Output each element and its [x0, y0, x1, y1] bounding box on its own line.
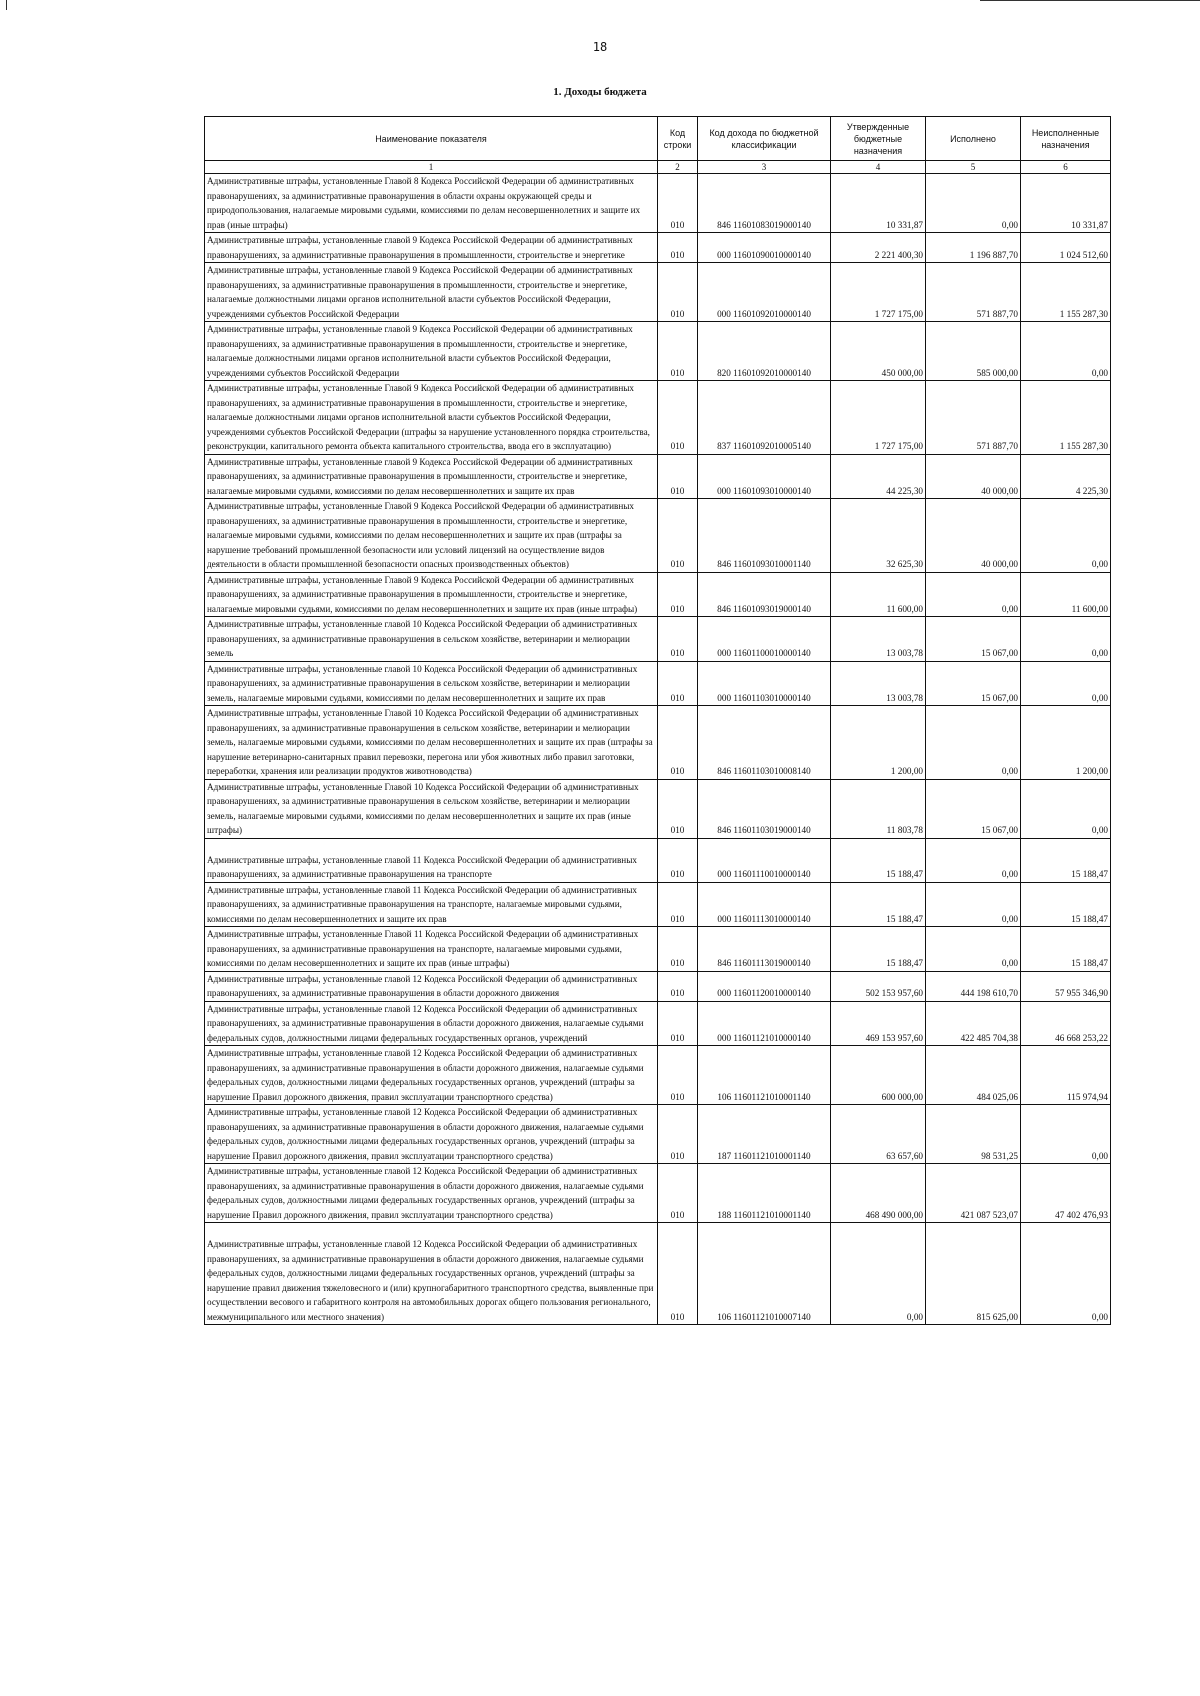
- row-executed: 585 000,00: [926, 322, 1021, 381]
- row-budget-code: 000 11601120010000140: [698, 971, 831, 1001]
- row-unexecuted: 11 600,00: [1021, 572, 1111, 617]
- row-name: Административные штрафы, установленные главой 12 Кодекса Российской Федерации об административных правонарушениях, за административные правонарушения в области дорожного движения, налагаемые судьями федеральных судов, должностными лицами федеральных государственных органов, учреждений: [205, 1001, 658, 1046]
- column-header-code: Код строки: [658, 117, 698, 161]
- row-name: Административные штрафы, установленные Главой 10 Кодекса Российской Федерации об административных правонарушениях, за административные правонарушения в сельском хозяйстве, ветеринарии и мелиорации земель, налагаемые мировыми судьями, комиссиями по делам несовершеннолетних и защите их прав (иные штрафы): [205, 779, 658, 838]
- column-number: 5: [926, 161, 1021, 174]
- row-name: Административные штрафы, установленные Главой 9 Кодекса Российской Федерации об административных правонарушениях, за административные правонарушения в промышленности, строительстве и энергетике, налагаемые должностными лицами органов исполнительной власти субъектов Российской Федерации, учреждениями субъектов Российской Федерации (штрафы за нарушение установленного порядка строительства, реконструкции, капитального ремонта объекта капитального строительства, ввода его в эксплуатацию): [205, 381, 658, 455]
- row-unexecuted: 0,00: [1021, 617, 1111, 662]
- row-executed: 422 485 704,38: [926, 1001, 1021, 1046]
- row-line-code: 010: [658, 572, 698, 617]
- row-name: Административные штрафы, установленные Главой 9 Кодекса Российской Федерации об административных правонарушениях, за административные правонарушения в промышленности, строительстве и энергетике, налагаемые мировыми судьями, комиссиями по делам несовершеннолетних и защите их прав (иные штрафы): [205, 572, 658, 617]
- row-unexecuted: 1 155 287,30: [1021, 263, 1111, 322]
- row-line-code: 010: [658, 499, 698, 573]
- column-header-unexecuted: Неисполненные назначения: [1021, 117, 1111, 161]
- row-line-code: 010: [658, 1105, 698, 1164]
- row-executed: 571 887,70: [926, 381, 1021, 455]
- row-executed: 0,00: [926, 838, 1021, 882]
- row-name: Административные штрафы, установленные главой 12 Кодекса Российской Федерации об административных правонарушениях, за административные правонарушения в области дорожного движения: [205, 971, 658, 1001]
- table-row: [205, 882, 1111, 927]
- table-row: [205, 174, 1111, 233]
- table-row: [205, 971, 1111, 1001]
- table-row: [205, 779, 1111, 838]
- row-approved: 450 000,00: [831, 322, 926, 381]
- row-executed: 15 067,00: [926, 661, 1021, 706]
- row-approved: 469 153 957,60: [831, 1001, 926, 1046]
- scan-edge-mark: [980, 0, 1200, 1]
- table-row: [205, 1046, 1111, 1105]
- row-unexecuted: 1 024 512,60: [1021, 233, 1111, 263]
- row-name: Административные штрафы, установленные главой 12 Кодекса Российской Федерации об административных правонарушениях, за административные правонарушения в области дорожного движения, налагаемые судьями федеральных судов, должностными лицами федеральных государственных органов, учреждений (штрафы за нарушение Правил дорожного движения, правил эксплуатации транспортного средства): [205, 1164, 658, 1223]
- row-line-code: 010: [658, 1164, 698, 1223]
- row-budget-code: 000 11601121010000140: [698, 1001, 831, 1046]
- row-line-code: 010: [658, 174, 698, 233]
- row-approved: 15 188,47: [831, 838, 926, 882]
- column-header-kbk: Код дохода по бюджетной классификации: [698, 117, 831, 161]
- row-executed: 421 087 523,07: [926, 1164, 1021, 1223]
- table-body: [205, 174, 1111, 1325]
- row-approved: 13 003,78: [831, 617, 926, 662]
- row-executed: 0,00: [926, 572, 1021, 617]
- row-executed: 444 198 610,70: [926, 971, 1021, 1001]
- row-executed: 571 887,70: [926, 263, 1021, 322]
- row-budget-code: 187 11601121010001140: [698, 1105, 831, 1164]
- row-unexecuted: 1 155 287,30: [1021, 381, 1111, 455]
- row-budget-code: 000 11601110010000140: [698, 838, 831, 882]
- row-line-code: 010: [658, 1046, 698, 1105]
- row-line-code: 010: [658, 322, 698, 381]
- table-row: [205, 927, 1111, 972]
- table-row: [205, 233, 1111, 263]
- row-budget-code: 000 11601113010000140: [698, 882, 831, 927]
- row-approved: 15 188,47: [831, 882, 926, 927]
- row-line-code: 010: [658, 927, 698, 972]
- row-name: Административные штрафы, установленные Главой 8 Кодекса Российской Федерации об административных правонарушениях, за административные правонарушения в области охраны окружающей среды и природопользования, налагаемые мировыми судьями, комиссиями по делам несовершеннолетних и защите их прав (иные штрафы): [205, 174, 658, 233]
- row-budget-code: 000 11601090010000140: [698, 233, 831, 263]
- row-line-code: 010: [658, 779, 698, 838]
- row-budget-code: 106 11601121010007140: [698, 1223, 831, 1325]
- row-name: Административные штрафы, установленные главой 10 Кодекса Российской Федерации об административных правонарушениях, за административные правонарушения в сельском хозяйстве, ветеринарии и мелиорации земель, налагаемые мировыми судьями, комиссиями по делам несовершеннолетних и защите их прав: [205, 661, 658, 706]
- row-budget-code: 106 11601121010001140: [698, 1046, 831, 1105]
- column-number-row: [205, 161, 1111, 174]
- row-budget-code: 000 11601092010000140: [698, 263, 831, 322]
- row-budget-code: 846 11601093019000140: [698, 572, 831, 617]
- row-approved: 1 727 175,00: [831, 381, 926, 455]
- row-unexecuted: 57 955 346,90: [1021, 971, 1111, 1001]
- table-row: [205, 1105, 1111, 1164]
- row-unexecuted: 0,00: [1021, 779, 1111, 838]
- column-header-name: Наименование показателя: [205, 117, 658, 161]
- row-line-code: 010: [658, 838, 698, 882]
- row-approved: 1 200,00: [831, 706, 926, 780]
- row-name: Административные штрафы, установленные главой 12 Кодекса Российской Федерации об административных правонарушениях, за административные правонарушения в области дорожного движения, налагаемые судьями федеральных судов, должностными лицами федеральных государственных органов, учреждений (штрафы за нарушение правил движения тяжеловесного и (или) крупногабаритного транспортного средства, выявленные при осуществлении весового и габаритного контроля на автомобильных дорогах общего пользования регионального, межмуниципального или местного значения): [205, 1223, 658, 1325]
- row-name: Административные штрафы, установленные главой 9 Кодекса Российской Федерации об административных правонарушениях, за административные правонарушения в промышленности, строительстве и энергетике, налагаемые должностными лицами органов исполнительной власти субъектов Российской Федерации, учреждениями субъектов Российской Федерации: [205, 263, 658, 322]
- table-row: [205, 322, 1111, 381]
- scan-edge-mark: [6, 0, 7, 10]
- column-number: 4: [831, 161, 926, 174]
- column-header-executed: Исполнено: [926, 117, 1021, 161]
- row-budget-code: 846 11601103010008140: [698, 706, 831, 780]
- row-name: Административные штрафы, установленные главой 9 Кодекса Российской Федерации об административных правонарушениях, за административные правонарушения в промышленности, строительстве и энергетике, налагаемые мировыми судьями, комиссиями по делам несовершеннолетних и защите их прав: [205, 454, 658, 499]
- row-line-code: 010: [658, 1001, 698, 1046]
- row-name: Административные штрафы, установленные Главой 11 Кодекса Российской Федерации об административных правонарушениях, за административные правонарушения на транспорте, налагаемые мировыми судьями, комиссиями по делам несовершеннолетних и защите их прав (иные штрафы): [205, 927, 658, 972]
- row-name: Административные штрафы, установленные главой 11 Кодекса Российской Федерации об административных правонарушениях, за административные правонарушения на транспорте, налагаемые мировыми судьями, комиссиями по делам несовершеннолетних и защите их прав: [205, 882, 658, 927]
- row-executed: 40 000,00: [926, 499, 1021, 573]
- row-name: Административные штрафы, установленные Главой 10 Кодекса Российской Федерации об административных правонарушениях, за административные правонарушения в сельском хозяйстве, ветеринарии и мелиорации земель, налагаемые мировыми судьями, комиссиями по делам несовершеннолетних и защите их прав (штрафы за нарушение ветеринарно-санитарных правил перевозки, перегона или убоя животных либо правил заготовки, переработки, хранения или реализации продуктов животноводства): [205, 706, 658, 780]
- row-line-code: 010: [658, 882, 698, 927]
- row-executed: 0,00: [926, 174, 1021, 233]
- table-row: [205, 1223, 1111, 1325]
- row-line-code: 010: [658, 617, 698, 662]
- row-budget-code: 837 11601092010005140: [698, 381, 831, 455]
- row-budget-code: 820 11601092010000140: [698, 322, 831, 381]
- row-approved: 468 490 000,00: [831, 1164, 926, 1223]
- page-title: 1. Доходы бюджета: [553, 86, 647, 98]
- table-row: [205, 499, 1111, 573]
- row-unexecuted: 0,00: [1021, 1105, 1111, 1164]
- row-budget-code: 846 11601113019000140: [698, 927, 831, 972]
- row-budget-code: 846 11601103019000140: [698, 779, 831, 838]
- row-approved: 502 153 957,60: [831, 971, 926, 1001]
- row-line-code: 010: [658, 233, 698, 263]
- row-unexecuted: 4 225,30: [1021, 454, 1111, 499]
- row-budget-code: 000 11601103010000140: [698, 661, 831, 706]
- row-approved: 15 188,47: [831, 927, 926, 972]
- table-row: [205, 1164, 1111, 1223]
- row-executed: 15 067,00: [926, 617, 1021, 662]
- row-approved: 11 803,78: [831, 779, 926, 838]
- row-approved: 13 003,78: [831, 661, 926, 706]
- page-number: 18: [592, 40, 608, 54]
- row-executed: 484 025,06: [926, 1046, 1021, 1105]
- row-executed: 40 000,00: [926, 454, 1021, 499]
- table-row: [205, 617, 1111, 662]
- row-executed: 0,00: [926, 882, 1021, 927]
- row-approved: 10 331,87: [831, 174, 926, 233]
- row-line-code: 010: [658, 381, 698, 455]
- row-unexecuted: 0,00: [1021, 499, 1111, 573]
- row-line-code: 010: [658, 661, 698, 706]
- row-name: Административные штрафы, установленные главой 12 Кодекса Российской Федерации об административных правонарушениях, за административные правонарушения в области дорожного движения, налагаемые судьями федеральных судов, должностными лицами федеральных государственных органов, учреждений (штрафы за нарушение Правил дорожного движения, правил эксплуатации транспортного средства): [205, 1105, 658, 1164]
- table-row: [205, 1001, 1111, 1046]
- row-approved: 0,00: [831, 1223, 926, 1325]
- row-name: Административные штрафы, установленные главой 11 Кодекса Российской Федерации об административных правонарушениях, за административные правонарушения на транспорте: [205, 838, 658, 882]
- row-line-code: 010: [658, 1223, 698, 1325]
- row-line-code: 010: [658, 263, 698, 322]
- table-header-row: [205, 117, 1111, 161]
- column-number: 6: [1021, 161, 1111, 174]
- table-row: [205, 838, 1111, 882]
- row-approved: 1 727 175,00: [831, 263, 926, 322]
- row-executed: 1 196 887,70: [926, 233, 1021, 263]
- row-executed: 815 625,00: [926, 1223, 1021, 1325]
- row-line-code: 010: [658, 706, 698, 780]
- row-unexecuted: 15 188,47: [1021, 927, 1111, 972]
- table-row: [205, 381, 1111, 455]
- row-budget-code: 846 11601083019000140: [698, 174, 831, 233]
- column-header-approved: Утвержденные бюджетные назначения: [831, 117, 926, 161]
- row-executed: 0,00: [926, 706, 1021, 780]
- row-unexecuted: 10 331,87: [1021, 174, 1111, 233]
- row-approved: 63 657,60: [831, 1105, 926, 1164]
- budget-revenue-table: [204, 116, 1111, 1325]
- row-approved: 32 625,30: [831, 499, 926, 573]
- column-number: 2: [658, 161, 698, 174]
- row-line-code: 010: [658, 971, 698, 1001]
- table-row: [205, 263, 1111, 322]
- row-executed: 15 067,00: [926, 779, 1021, 838]
- row-line-code: 010: [658, 454, 698, 499]
- row-unexecuted: 0,00: [1021, 322, 1111, 381]
- row-name: Административные штрафы, установленные главой 10 Кодекса Российской Федерации об административных правонарушениях, за административные правонарушения в сельском хозяйстве, ветеринарии и мелиорации земель: [205, 617, 658, 662]
- row-approved: 44 225,30: [831, 454, 926, 499]
- row-executed: 98 531,25: [926, 1105, 1021, 1164]
- row-unexecuted: 0,00: [1021, 661, 1111, 706]
- row-unexecuted: 46 668 253,22: [1021, 1001, 1111, 1046]
- column-number: 1: [205, 161, 658, 174]
- row-approved: 2 221 400,30: [831, 233, 926, 263]
- row-unexecuted: 115 974,94: [1021, 1046, 1111, 1105]
- row-unexecuted: 47 402 476,93: [1021, 1164, 1111, 1223]
- row-budget-code: 846 11601093010001140: [698, 499, 831, 573]
- row-approved: 600 000,00: [831, 1046, 926, 1105]
- row-executed: 0,00: [926, 927, 1021, 972]
- column-number: 3: [698, 161, 831, 174]
- row-unexecuted: 0,00: [1021, 1223, 1111, 1325]
- row-budget-code: 000 11601093010000140: [698, 454, 831, 499]
- table-row: [205, 572, 1111, 617]
- row-unexecuted: 1 200,00: [1021, 706, 1111, 780]
- row-name: Административные штрафы, установленные главой 12 Кодекса Российской Федерации об административных правонарушениях, за административные правонарушения в области дорожного движения, налагаемые судьями федеральных судов, должностными лицами федеральных государственных органов, учреждений (штрафы за нарушение Правил дорожного движения, правил эксплуатации транспортного средства): [205, 1046, 658, 1105]
- row-name: Административные штрафы, установленные главой 9 Кодекса Российской Федерации об административных правонарушениях, за административные правонарушения в промышленности, строительстве и энергетике, налагаемые должностными лицами органов исполнительной власти субъектов Российской Федерации, учреждениями субъектов Российской Федерации: [205, 322, 658, 381]
- table-row: [205, 454, 1111, 499]
- table-row: [205, 661, 1111, 706]
- row-unexecuted: 15 188,47: [1021, 838, 1111, 882]
- row-approved: 11 600,00: [831, 572, 926, 617]
- row-unexecuted: 15 188,47: [1021, 882, 1111, 927]
- row-budget-code: 188 11601121010001140: [698, 1164, 831, 1223]
- row-name: Административные штрафы, установленные главой 9 Кодекса Российской Федерации об административных правонарушениях, за административные правонарушения в промышленности, строительстве и энергетике: [205, 233, 658, 263]
- row-name: Административные штрафы, установленные Главой 9 Кодекса Российской Федерации об административных правонарушениях, за административные правонарушения в промышленности, строительстве и энергетике, налагаемые мировыми судьями, комиссиями по делам несовершеннолетних и защите их прав (штрафы за нарушение требований промышленной безопасности или условий лицензий на осуществление видов деятельности в области промышленной безопасности опасных производственных объектов): [205, 499, 658, 573]
- table-row: [205, 706, 1111, 780]
- row-budget-code: 000 11601100010000140: [698, 617, 831, 662]
